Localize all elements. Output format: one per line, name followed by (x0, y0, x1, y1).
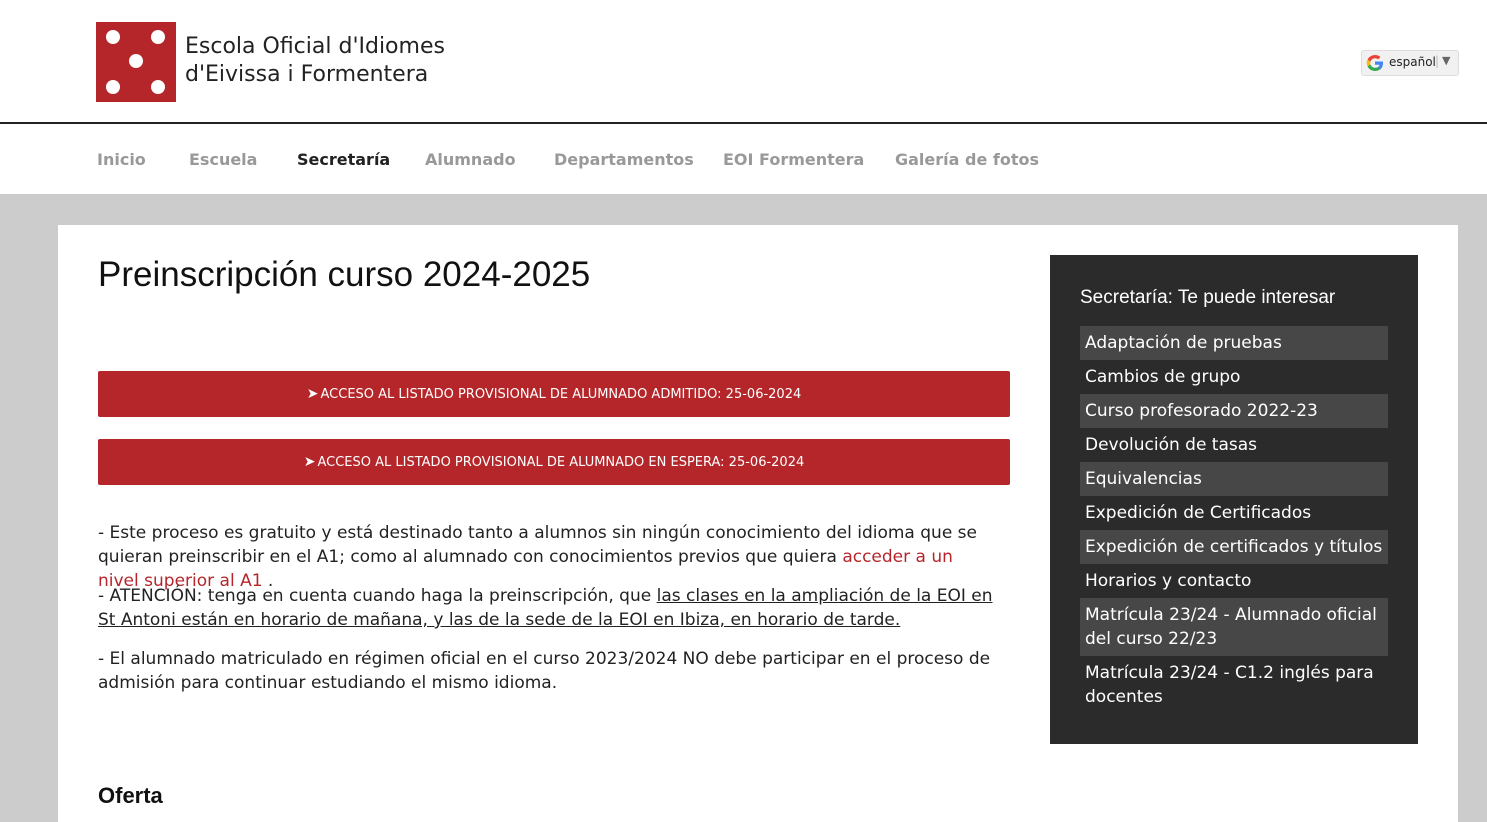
google-icon (1366, 54, 1384, 72)
sidebar-item-cambios[interactable]: Cambios de grupo (1085, 367, 1241, 387)
nav-item-inicio[interactable]: Inicio (97, 150, 146, 169)
language-label: español (1389, 55, 1436, 69)
main-nav (0, 124, 1487, 194)
admitted-list-button[interactable] (98, 371, 1010, 417)
nav-item-alumnado[interactable]: Alumnado (425, 150, 516, 169)
nav-item-eoi-formentera[interactable]: EOI Formentera (723, 150, 865, 169)
waiting-list-button[interactable] (98, 439, 1010, 485)
waiting-list-label: ACCESO AL LISTADO PROVISIONAL DE ALUMNADO EN ESPERA: 25-06-2024 (317, 454, 805, 470)
sidebar (1050, 255, 1418, 744)
sidebar-item-expedicion-titulos[interactable]: Expedición de certificados y títulos (1080, 530, 1388, 564)
higher-level-link[interactable]: acceder a un nivel superior al A1 (98, 547, 953, 591)
page-title: Preinscripción curso 2024-2025 (98, 255, 591, 294)
nav-item-secretaria[interactable]: Secretaría (297, 150, 391, 169)
sidebar-item-matricula-oficial[interactable]: Matrícula 23/24 - Alumnado oficial del curso 22/23 (1080, 598, 1388, 656)
site-name-line2: d'Eivissa i Formentera (185, 62, 429, 87)
chevron-down-icon: ▼ (1442, 54, 1451, 67)
sidebar-item-devolucion[interactable]: Devolución de tasas (1085, 435, 1258, 455)
logo-dice-icon[interactable] (96, 22, 176, 102)
pointer-cursor-icon: ➤ (303, 454, 316, 470)
schedule-link[interactable]: las clases en la ampliación de la EOI en St Antoni están en horario de mañana, y las de la sede de la EOI en Ibiza, en horario de tarde. (98, 586, 993, 630)
info-paragraph-3: - El alumnado matriculado en régimen oficial en el curso 2023/2024 NO debe participar en el proceso de admisión para continuar estudiando el mismo idioma. (98, 649, 991, 693)
sidebar-title: Secretaría: Te puede interesar (1080, 287, 1336, 308)
sidebar-item-adaptacion[interactable]: Adaptación de pruebas (1080, 326, 1388, 360)
info-paragraph-2 (98, 584, 998, 632)
admitted-list-label: ACCESO AL LISTADO PROVISIONAL DE ALUMNADO ADMITIDO: 25-06-2024 (320, 386, 802, 402)
info-text-2: - ATENCIÓN: tenga en cuenta cuando haga la preinscripción, que (98, 586, 657, 606)
nav-item-galeria[interactable]: Galería de fotos (895, 150, 1039, 169)
content-area (58, 225, 1458, 822)
sidebar-item-equivalencias[interactable]: Equivalencias (1080, 462, 1388, 496)
site-header (0, 0, 1487, 124)
nav-item-departamentos[interactable]: Departamentos (554, 150, 694, 169)
sidebar-list (1080, 326, 1388, 714)
pointer-cursor-icon: ➤ (306, 386, 319, 402)
sidebar-item-matricula-c12[interactable]: Matrícula 23/24 - C1.2 inglés para docentes (1085, 663, 1374, 707)
language-separator: | (1435, 54, 1440, 68)
info-text-1-end: . (262, 571, 274, 591)
section-title-oferta: Oferta (98, 783, 163, 808)
site-name[interactable] (185, 33, 445, 89)
info-paragraph-1 (98, 521, 998, 593)
sidebar-item-curso-profesorado[interactable]: Curso profesorado 2022-23 (1080, 394, 1388, 428)
site-name-line1: Escola Oficial d'Idiomes (185, 34, 445, 59)
language-selector[interactable] (1361, 50, 1459, 76)
sidebar-item-expedicion-certificados[interactable]: Expedición de Certificados (1085, 503, 1312, 523)
info-text-1: - Este proceso es gratuito y está destinado tanto a alumnos sin ningún conocimiento del idioma que se quieran preinscribir en el A1; como al alumnado con conocimientos previos que quiera (98, 523, 977, 567)
nav-item-escuela[interactable]: Escuela (189, 150, 258, 169)
sidebar-item-horarios[interactable]: Horarios y contacto (1085, 571, 1252, 591)
